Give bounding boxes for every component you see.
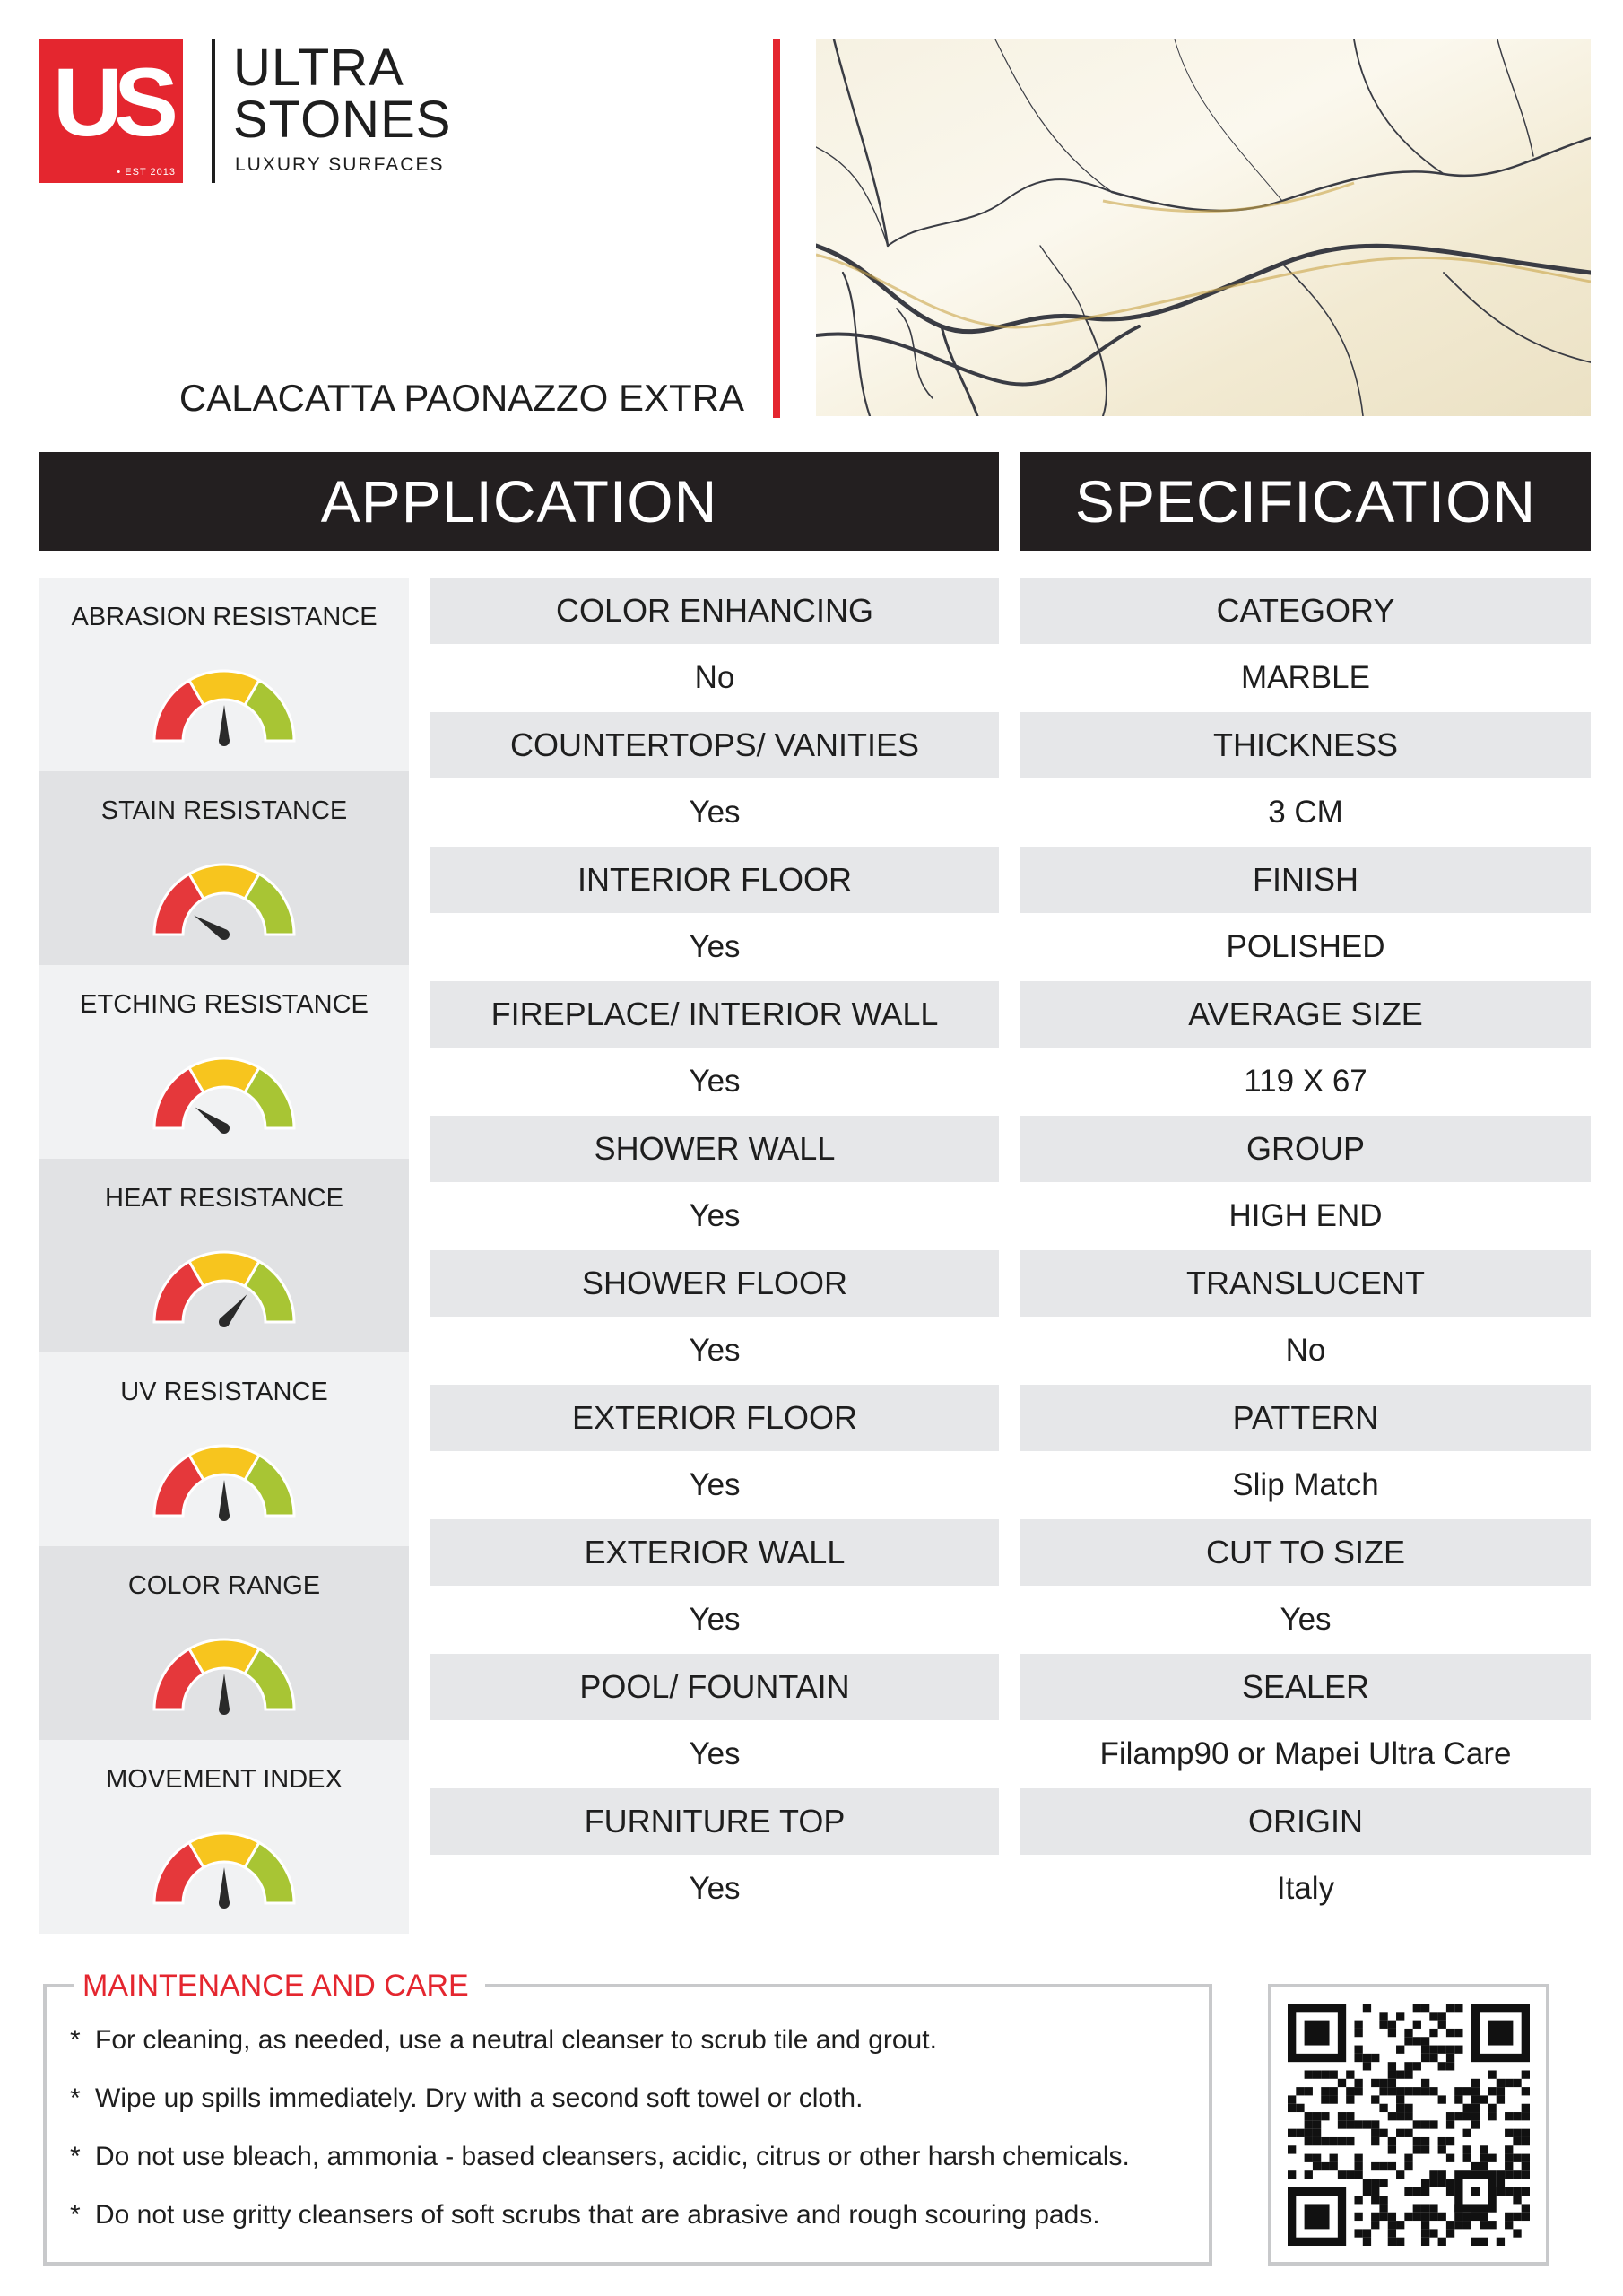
- gauge-cell: [39, 771, 409, 965]
- gauge-label: UV RESISTANCE: [120, 1378, 328, 1406]
- brand-name-line1: ULTRA: [233, 39, 404, 97]
- logo-monogram: US: [52, 48, 170, 156]
- application-row-value: Yes: [689, 929, 741, 964]
- application-row-value: Yes: [689, 1736, 741, 1771]
- gauge-label: MOVEMENT INDEX: [106, 1765, 343, 1794]
- gauge-hub: [219, 1898, 230, 1909]
- maintenance-item-text: Do not use gritty cleansers of soft scrubs that are abrasive and rough scouring pads.: [95, 2200, 1100, 2230]
- specification-row-value: Slip Match: [1232, 1467, 1379, 1502]
- specification-row-label: AVERAGE SIZE: [1020, 981, 1591, 1048]
- gauge-meter: [152, 1830, 296, 1912]
- accent-bar: [773, 39, 780, 418]
- gauge-meter: [152, 861, 296, 944]
- specification-row-label: PATTERN: [1020, 1385, 1591, 1451]
- gauge-label: ABRASION RESISTANCE: [71, 603, 378, 631]
- specification-row-label: THICKNESS: [1020, 712, 1591, 778]
- brand-logo: [39, 39, 183, 183]
- gauge-cell: [39, 1546, 409, 1740]
- gauge-cell: [39, 965, 409, 1159]
- qr-code[interactable]: [1268, 1984, 1549, 2266]
- gauge-hub: [219, 1704, 230, 1715]
- specification-row-value: No: [1285, 1333, 1326, 1368]
- gauge-label: STAIN RESISTANCE: [100, 796, 348, 825]
- application-row-value: Yes: [689, 795, 741, 830]
- specification-row-value: 3 CM: [1268, 795, 1343, 830]
- specification-header: SPECIFICATION: [1020, 452, 1591, 551]
- specification-row-value: HIGH END: [1228, 1198, 1383, 1233]
- application-row-label: COUNTERTOPS/ VANITIES: [430, 712, 999, 778]
- application-row-label: SHOWER WALL: [430, 1116, 999, 1182]
- maintenance-item: [70, 2083, 863, 2114]
- application-row-label: FIREPLACE/ INTERIOR WALL: [430, 981, 999, 1048]
- application-header: APPLICATION: [39, 452, 999, 551]
- application-row-value: No: [694, 660, 735, 695]
- specification-table: [1020, 578, 1591, 1923]
- application-row-label: EXTERIOR WALL: [430, 1519, 999, 1586]
- specification-row-label: FINISH: [1020, 847, 1591, 913]
- specification-row-label: SEALER: [1020, 1654, 1591, 1720]
- application-row-value: Yes: [689, 1064, 741, 1099]
- brand-tagline: LUXURY SURFACES: [235, 154, 445, 175]
- maintenance-item-text: Wipe up spills immediately. Dry with a second soft towel or cloth.: [95, 2083, 864, 2113]
- gauge-hub: [219, 735, 230, 746]
- gauge-cell: [39, 1740, 409, 1934]
- specification-row-label: GROUP: [1020, 1116, 1591, 1182]
- brand-name-line2: STONES: [233, 91, 452, 149]
- gauge-label: HEAT RESISTANCE: [105, 1184, 343, 1213]
- specification-row-value: Yes: [1280, 1602, 1332, 1637]
- maintenance-item: [70, 2200, 1100, 2231]
- gauge-label: ETCHING RESISTANCE: [80, 990, 369, 1019]
- gauge-meter: [152, 1248, 296, 1331]
- maintenance-title: MAINTENANCE AND CARE: [74, 1966, 485, 2005]
- bullet-star: *: [70, 2200, 81, 2230]
- gauge-cell: [39, 578, 409, 771]
- application-row-label: INTERIOR FLOOR: [430, 847, 999, 913]
- bullet-star: *: [70, 2142, 81, 2171]
- specification-row-value: MARBLE: [1241, 660, 1370, 695]
- specification-row-label: CUT TO SIZE: [1020, 1519, 1591, 1586]
- application-row-label: FURNITURE TOP: [430, 1788, 999, 1855]
- gauge-meter: [152, 1636, 296, 1718]
- specification-row-value: POLISHED: [1226, 929, 1385, 964]
- specification-row-value: Filamp90 or Mapei Ultra Care: [1099, 1736, 1512, 1771]
- specification-row-label: ORIGIN: [1020, 1788, 1591, 1855]
- specification-row-value: Italy: [1276, 1871, 1335, 1906]
- gauge-cell: [39, 1159, 409, 1352]
- maintenance-item: [70, 2025, 937, 2056]
- gauge-hub: [219, 1510, 230, 1521]
- application-row-value: Yes: [689, 1333, 741, 1368]
- gauge-meter: [152, 667, 296, 750]
- logo-divider: [212, 39, 215, 183]
- application-row-label: EXTERIOR FLOOR: [430, 1385, 999, 1451]
- maintenance-item-text: Do not use bleach, ammonia - based cleansers, acidic, citrus or other harsh chemicals.: [95, 2142, 1130, 2171]
- application-table: [430, 578, 999, 1923]
- specification-row-label: TRANSLUCENT: [1020, 1250, 1591, 1317]
- application-row-label: COLOR ENHANCING: [430, 578, 999, 644]
- maintenance-item: [70, 2142, 1130, 2172]
- application-row-label: POOL/ FOUNTAIN: [430, 1654, 999, 1720]
- application-row-value: Yes: [689, 1871, 741, 1906]
- product-title: CALACATTA PAONAZZO EXTRA: [178, 377, 744, 419]
- gauge-hub: [219, 929, 230, 940]
- gauge-hub: [219, 1123, 230, 1134]
- bullet-star: *: [70, 2083, 81, 2113]
- specification-row-value: 119 X 67: [1244, 1064, 1367, 1099]
- maintenance-item-text: For cleaning, as needed, use a neutral cleanser to scrub tile and grout.: [95, 2025, 937, 2055]
- gauge-meter: [152, 1442, 296, 1525]
- gauge-cell: [39, 1352, 409, 1546]
- gauge-label: COLOR RANGE: [127, 1571, 321, 1600]
- application-row-value: Yes: [689, 1602, 741, 1637]
- logo-est: • EST 2013: [117, 167, 176, 178]
- application-row-value: Yes: [689, 1198, 741, 1233]
- marble-slab-image: [816, 39, 1591, 416]
- qr-code-image: [1288, 2004, 1530, 2246]
- gauge-hub: [219, 1317, 230, 1327]
- specification-row-label: CATEGORY: [1020, 578, 1591, 644]
- application-row-value: Yes: [689, 1467, 741, 1502]
- bullet-star: *: [70, 2025, 81, 2055]
- application-row-label: SHOWER FLOOR: [430, 1250, 999, 1317]
- gauge-meter: [152, 1055, 296, 1137]
